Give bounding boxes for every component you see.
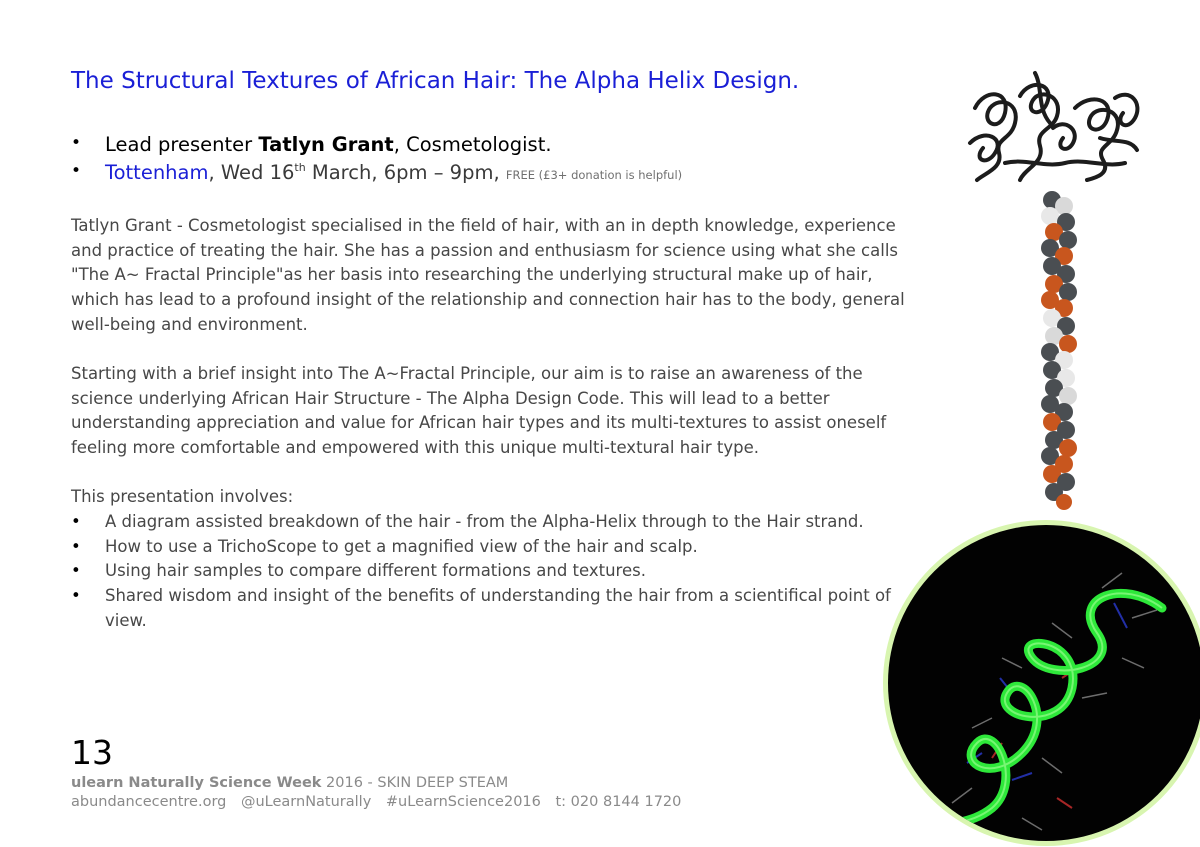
footer-event: ulearn Naturally Science Week 2016 - SKIN DEEP STEAM: [71, 775, 509, 791]
list-item: • Shared wisdom and insight of the benefits of understanding the hair from a scientifical point of view.: [71, 586, 891, 630]
event-date: , Wed 16th March, 6pm – 9pm,: [208, 161, 506, 184]
presenter-name: Tatlyn Grant: [258, 133, 394, 156]
presenter-prefix: Lead presenter: [105, 133, 259, 156]
footer-phone: t: 020 8144 1720: [555, 794, 682, 810]
location-city: Tottenham: [105, 161, 209, 184]
event-details-list: [71, 133, 682, 189]
presenter-bio: Tatlyn Grant - Cosmetologist specialised in the field of hair, with an in depth knowledge, experience and practice of treating the hair. She has a passion and enthusiasm for science using what she calls "The A~ Fractal Principle"as her basis into researching the underlying structural make up of hair, which has lead to a profound insight of the relationship and connection hair has to the body, general well-being and environment.: [71, 216, 905, 334]
aim-paragraph: Starting with a brief insight into The A~Fractal Principle, our aim is to raise an awareness of the science underlying African Hair Structure - The Alpha Design Code. This will lead to a better understanding appreciation and value for African hair types and its multi-textures to assist oneself feeling more comfortable and empowered with this unique multi-textural hair type.: [71, 364, 887, 458]
alpha-helix-molecule: [1020, 190, 1100, 515]
list-item: • A diagram assisted breakdown of the hair - from the Alpha-Helix through to the Hair strand.: [71, 510, 901, 535]
presenter-item: [71, 133, 682, 161]
bullet-icon: •: [71, 536, 81, 556]
presenter-role: , Cosmetologist.: [393, 133, 552, 156]
hair-strands-illustration: [965, 68, 1145, 186]
footer-contacts: [71, 794, 691, 810]
bullet-icon: •: [71, 586, 81, 606]
page-title: The Structural Textures of African Hair: The Alpha Helix Design.: [71, 68, 800, 94]
list-item: • Using hair samples to compare different formations and textures.: [71, 559, 901, 584]
involves-heading: This presentation involves:: [71, 487, 294, 506]
footer-hashtag: #uLearnScience2016: [385, 794, 541, 810]
bullet-icon: •: [71, 161, 82, 181]
bullet-icon: •: [71, 512, 81, 531]
price-note: FREE (£3+ donation is helpful): [505, 168, 683, 182]
page-number: 13: [71, 733, 113, 772]
footer-handle: @uLearnNaturally: [240, 794, 372, 810]
location-item: [71, 161, 682, 189]
footer-website: abundancecentre.org: [71, 794, 227, 810]
bullet-icon: •: [71, 133, 82, 153]
list-item: • How to use a TrichoScope to get a magnified view of the hair and scalp.: [71, 535, 901, 560]
alpha-helix-ribbon-render: [882, 518, 1200, 847]
involves-list: [71, 510, 901, 634]
bullet-icon: •: [71, 561, 81, 581]
